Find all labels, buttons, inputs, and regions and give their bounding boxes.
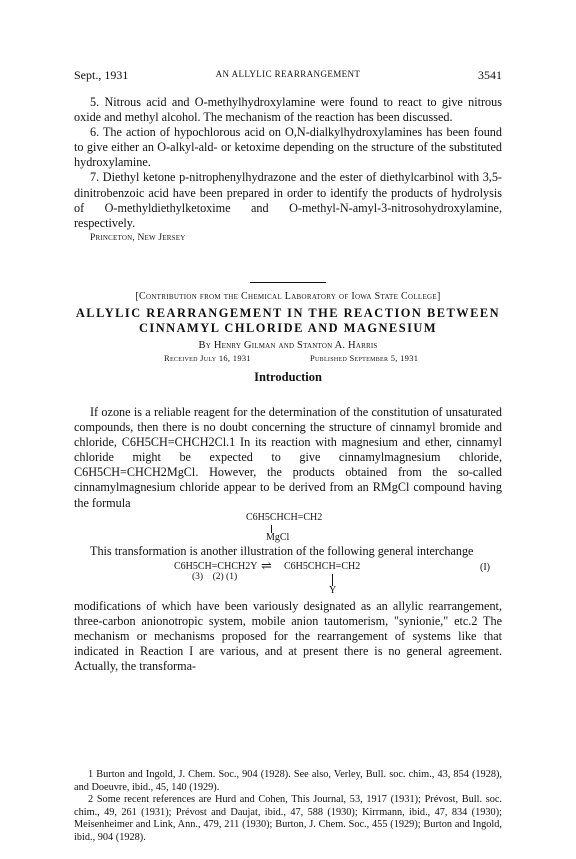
footnote-2: 2 Some recent references are Hurd and Cohen, This Journal, 53, 1917 (1931); Prévost, Bull. soc. chim., 49, 261 (1931); Prévost and Daujat, ibid., 47, 588 (1930); Kirrmann, ibid., 47, 834 (1930); Meisenheimer and Link, Ann., 479, 211 (1930); Burton, J. Chem. Soc., 455 (1929); Burton and Ingold, ibid., 904 (1928).	[74, 794, 502, 843]
footnote-1: 1 Burton and Ingold, J. Chem. Soc., 904 (1928). See also, Verley, Bull. soc. chim., 43, 854 (1928), and Doeuvre, ibid., 45, 140 (1929).	[74, 769, 502, 793]
summary-item-5: 5. Nitrous acid and O-methylhydroxylamine were found to react to give nitrous oxide and methyl alcohol. The mechanism of the reaction has been discussed.	[74, 95, 502, 125]
received-date: Received July 16, 1931	[164, 353, 251, 363]
structural-formula-1	[74, 512, 502, 544]
byline: By Henry Gilman and Stanton A. Harris	[198, 340, 378, 351]
article-title-line-1: ALLYLIC REARRANGEMENT IN THE REACTION BETWEEN	[75, 306, 501, 320]
footnotes	[74, 769, 502, 845]
article-title-line-2: CINNAMYL CHLORIDE AND MAGNESIUM	[138, 321, 438, 335]
running-title: AN ALLYLIC REARRANGEMENT	[215, 69, 361, 79]
intro-paragraph-3: modifications of which have been variously designated as an allylic rearrangement, three-carbon anionotropic system, mobile anion tautomerism, "synionie," etc.2 The mechanism or mechanisms proposed for the rearrangement of systems like that indicated in Reaction I are various, and at present there is no general agreement. Actually, the transforma-	[74, 598, 502, 674]
carbon-numbering: (3) (2) (1)	[192, 571, 238, 582]
header-date: Sept., 1931	[74, 68, 129, 82]
divider-rule	[250, 282, 326, 283]
summary-item-7: 7. Diethyl ketone p-nitrophenylhydrazone and the ester of diethylcarbinol with 3,5-dinitrobenzoic acid have been prepared in order to identify the products of hydrolysis of O-methyldiethylketoxime and O-methyl-N-amyl-3-nitrosohydroxylamine, respectively.	[74, 170, 502, 230]
formula-1-chain: C6H5CHCH=CH2	[246, 511, 323, 523]
reaction-right-y: Y	[329, 584, 337, 596]
reaction-equation-1	[74, 557, 502, 599]
previous-article-tail	[74, 95, 502, 243]
reaction-left: C6H5CH=CHCH2Y	[174, 560, 258, 572]
summary-item-6: 6. The action of hypochlorous acid on O,N-dialkylhydroxylamines has been found to give either an O-alkyl-ald- or ketoxime depending on the structure of the substituted hydroxylamine.	[74, 125, 502, 170]
equilibrium-arrow: ⇌	[261, 557, 272, 573]
section-heading: Introduction	[254, 370, 322, 384]
reaction-right: C6H5CHCH=CH2	[284, 560, 361, 572]
author-location: Princeton, New Jersey	[90, 232, 186, 243]
published-date: Published September 5, 1931	[310, 353, 419, 363]
article-body	[74, 405, 502, 674]
formula-1-substituent: MgCl	[266, 531, 290, 543]
page-number: 3541	[478, 68, 502, 82]
section-divider	[74, 282, 502, 283]
contribution-line: [Contribution from the Chemical Laboratory of Iowa State College]	[135, 291, 441, 302]
reaction-label: (I)	[480, 561, 490, 573]
intro-paragraph-2: This transformation is another illustration of the following general interchange	[90, 543, 474, 558]
intro-paragraph-1: If ozone is a reliable reagent for the determination of the constitution of unsaturated compounds, then there is no doubt concerning the structure of cinnamyl bromide and chloride, C6H5CH=CHCH2Cl.1 In its reaction with magnesium and ether, cinnamyl chloride might be expected to give cinnamylmagnesium chloride, C6H5CH=CHCH2MgCl. However, the products obtained from the so-called cinnamylmagnesium chloride appear to be derived from an RMgCl compound having the formula	[74, 405, 502, 510]
dates-line	[74, 353, 502, 365]
article-head	[74, 291, 502, 385]
